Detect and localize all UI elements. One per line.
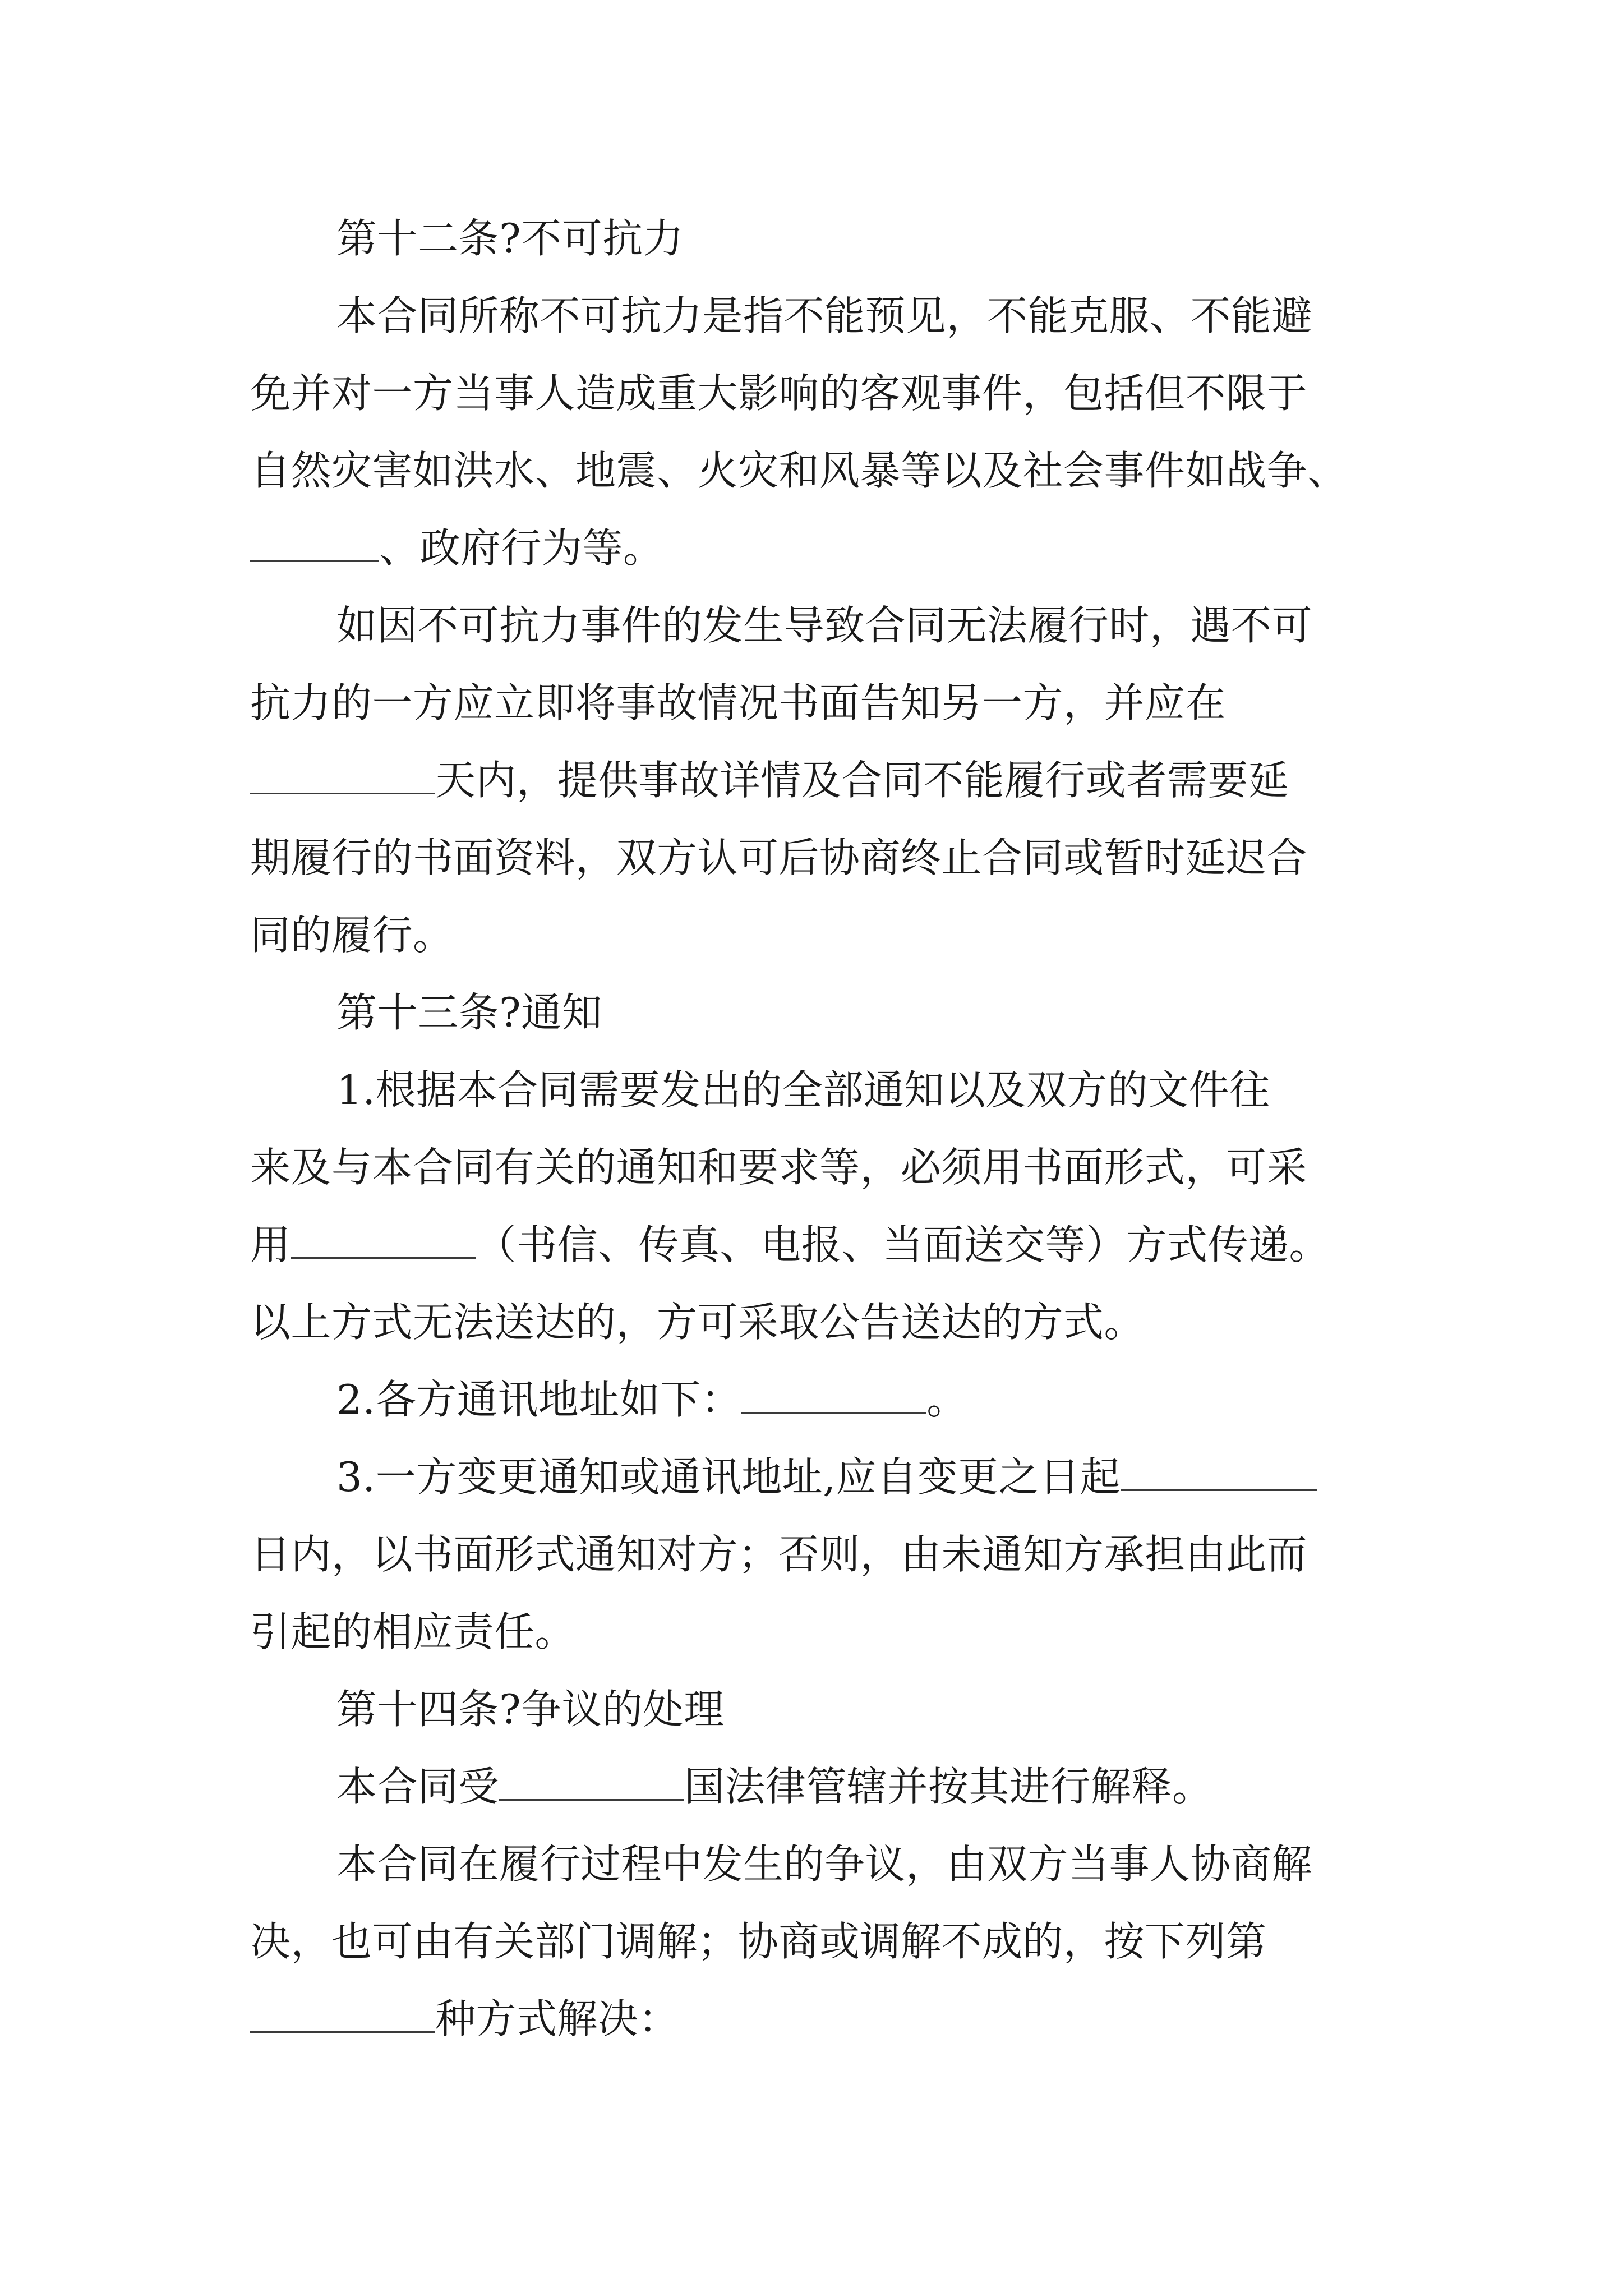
blank-field[interactable]	[250, 523, 379, 562]
article-12-para2-line5: 同的履行。	[250, 912, 454, 959]
article-14-para1: 本合同受 国法律管辖并按其进行解释。	[336, 1763, 1213, 1810]
article-13-item2: 2.各方通讯地址如下： 。	[336, 1376, 967, 1423]
article-13-heading: 第十三条?通知	[336, 989, 603, 1036]
article-12-heading: 第十二条?不可抗力	[336, 215, 684, 262]
article-13-item3-line2: 日内，以书面形式通知对方；否则，由未通知方承担由此而	[250, 1531, 1308, 1578]
article-14-para2-line3: 种方式解决：	[250, 1980, 1394, 2058]
blank-field[interactable]	[499, 1762, 684, 1801]
article-13-item3-line3: 引起的相应责任。	[250, 1608, 576, 1655]
article-12-para2-line2: 抗力的一方应立即将事故情况书面告知另一方，并应在	[250, 679, 1227, 726]
blank-field[interactable]	[250, 1994, 435, 2033]
article-13-item1-line1: 1.根据本合同需要发出的全部通知以及双方的文件往	[336, 1066, 1270, 1114]
article-13-item1-line3: 用 （书信、传真、电报、当面送交等）方式传递。	[250, 1221, 1330, 1268]
article-12-para1-line4: 、政府行为等。	[250, 509, 1394, 587]
article-14-heading: 第十四条?争议的处理	[336, 1686, 725, 1733]
article-14-para2-line1: 本合同在履行过程中发生的争议，由双方当事人协商解	[336, 1841, 1313, 1888]
blank-field[interactable]	[1121, 1452, 1317, 1491]
article-13-item1-line4: 以上方式无法送达的，方可采取公告送达的方式。	[250, 1299, 1145, 1346]
article-12-para1-line3: 自然灾害如洪水、地震、火灾和风暴等以及社会事件如战争、	[250, 447, 1348, 494]
article-12-para1-line1: 本合同所称不可抗力是指不能预见，不能克服、不能避	[336, 292, 1313, 339]
blank-field[interactable]	[741, 1375, 926, 1414]
article-12-para2-line4: 期履行的书面资料，双方认可后协商终止合同或暂时延迟合	[250, 834, 1308, 881]
blank-field[interactable]	[250, 756, 435, 794]
article-12-para2-line3: 天内，提供事故详情及合同不能履行或者需要延	[250, 741, 1394, 820]
article-12-para2-line1: 如因不可抗力事件的发生导致合同无法履行时，遇不可	[336, 602, 1313, 649]
article-12-para1-line2: 免并对一方当事人造成重大影响的客观事件，包括但不限于	[250, 370, 1308, 417]
blank-field[interactable]	[291, 1220, 476, 1259]
article-13-item1-line2: 来及与本合同有关的通知和要求等，必须用书面形式，可采	[250, 1144, 1308, 1191]
article-13-item3-line1: 3.一方变更通知或通讯地址,应自变更之日起	[336, 1438, 1394, 1516]
article-14-para2-line2: 决，也可由有关部门调解；协商或调解不成的，按下列第	[250, 1918, 1267, 1965]
